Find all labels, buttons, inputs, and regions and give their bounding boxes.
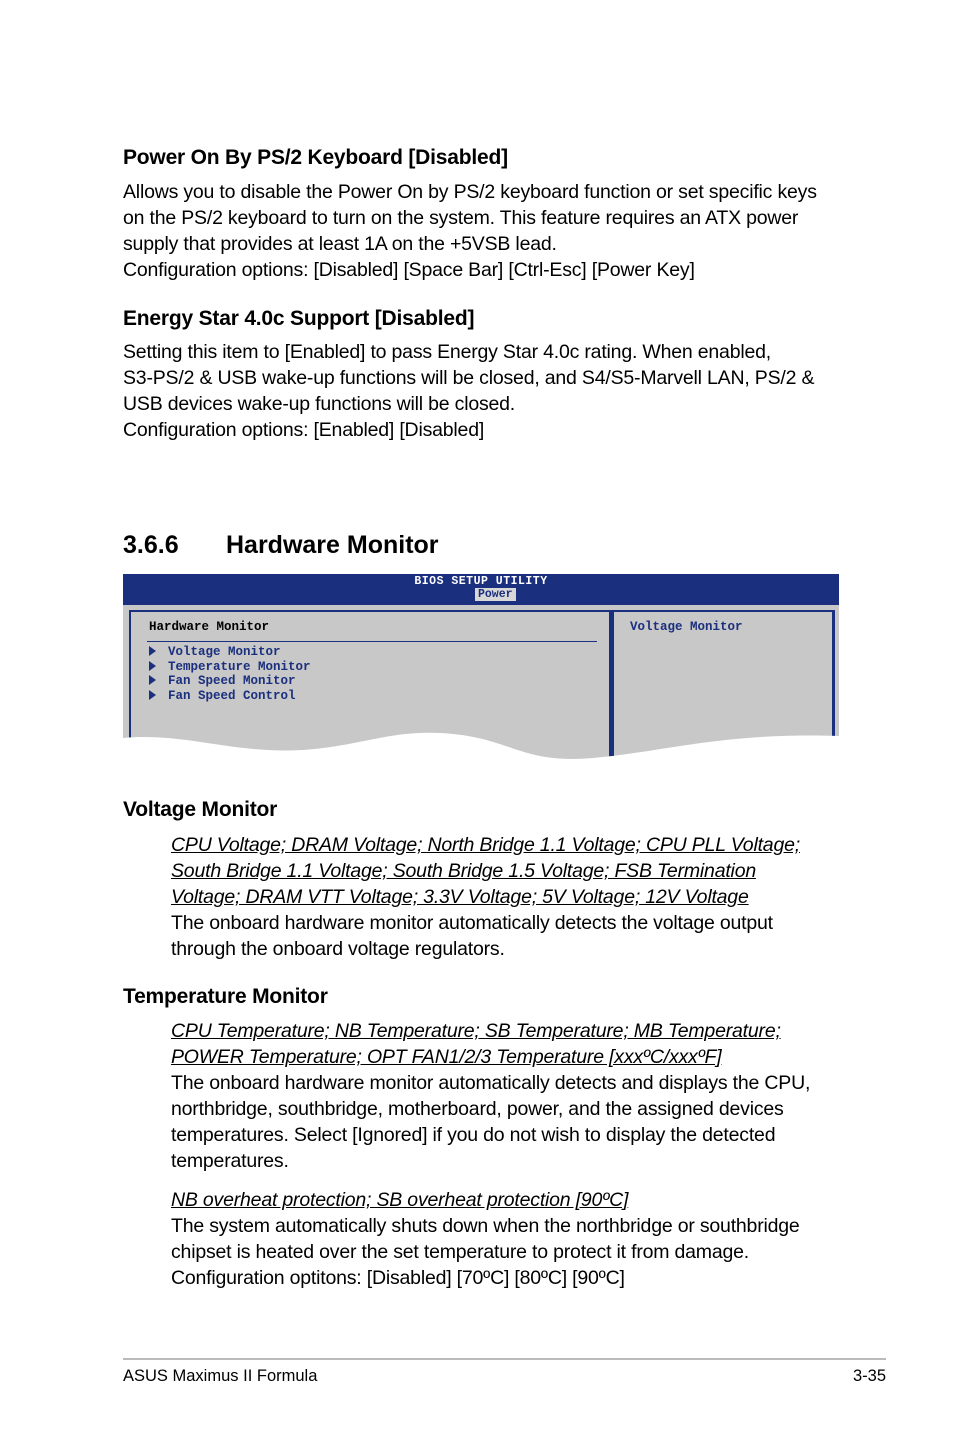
item-list-line: POWER Temperature; OPT FAN1/2/3 Temperature [xxxºC/xxxºF] xyxy=(171,1046,722,1068)
section-body-energy-star xyxy=(123,339,814,443)
menu-item-label: Voltage Monitor xyxy=(168,645,281,659)
submenu-arrow-icon xyxy=(149,675,156,685)
torn-edge xyxy=(123,724,839,766)
bios-screenshot xyxy=(123,574,839,766)
body-line: The onboard hardware monitor automatically detects and displays the CPU, xyxy=(171,1072,811,1094)
section-body-temperature-monitor xyxy=(171,1018,810,1174)
body-line: USB devices wake-up functions will be closed. xyxy=(123,393,516,415)
body-line: temperatures. Select [Ignored] if you do not wish to display the detected xyxy=(171,1124,776,1146)
bios-title-bar xyxy=(123,574,839,605)
item-list-line: NB overheat protection; SB overheat protection [90ºC] xyxy=(171,1189,629,1211)
body-line: Setting this item to [Enabled] to pass Energy Star 4.0c rating. When enabled, xyxy=(123,341,771,363)
submenu-arrow-icon xyxy=(149,690,156,700)
body-line: chipset is heated over the set temperature to protect it from damage. xyxy=(171,1241,750,1263)
divider xyxy=(147,641,597,642)
bios-utility-title: BIOS SETUP UTILITY xyxy=(414,575,548,588)
body-line: Configuration optitons: [Disabled] [70ºC] [80ºC] [90ºC] xyxy=(171,1267,625,1289)
tab-power[interactable]: Power xyxy=(475,588,516,601)
body-line: Allows you to disable the Power On by PS/2 keyboard function or set specific keys xyxy=(123,181,817,203)
menu-item-voltage-monitor[interactable] xyxy=(149,645,281,659)
page-number: 3-35 xyxy=(852,1367,886,1385)
menu-item-label: Fan Speed Monitor xyxy=(168,674,296,688)
body-line: The onboard hardware monitor automatically detects the voltage output xyxy=(171,912,773,934)
menu-item-temperature-monitor[interactable] xyxy=(149,660,311,674)
body-line: The system automatically shuts down when the northbridge or southbridge xyxy=(171,1215,800,1237)
submenu-arrow-icon xyxy=(149,646,156,656)
menu-item-fan-speed-monitor[interactable] xyxy=(149,674,296,688)
body-line: Configuration options: [Disabled] [Space Bar] [Ctrl-Esc] [Power Key] xyxy=(123,259,695,281)
item-list-line: South Bridge 1.1 Voltage; South Bridge 1.5 Voltage; FSB Termination xyxy=(171,860,756,882)
body-line: northbridge, southbridge, motherboard, power, and the assigned devices xyxy=(171,1098,784,1120)
section-body-overheat xyxy=(171,1187,800,1291)
page-title: Hardware Monitor xyxy=(226,531,439,559)
body-line: on the PS/2 keyboard to turn on the system. This feature requires an ATX power xyxy=(123,207,799,229)
section-body-power-ps2 xyxy=(123,179,817,283)
menu-item-fan-speed-control[interactable] xyxy=(149,689,296,703)
body-line: through the onboard voltage regulators. xyxy=(171,938,505,960)
body-line: temperatures. xyxy=(171,1150,289,1172)
section-number: 3.6.6 xyxy=(123,531,179,559)
submenu-arrow-icon xyxy=(149,661,156,671)
bios-panel-header: Hardware Monitor xyxy=(149,620,270,634)
section-title-voltage-monitor: Voltage Monitor xyxy=(123,798,278,821)
footer-title: ASUS Maximus II Formula xyxy=(123,1367,318,1385)
item-list-line: Voltage; DRAM VTT Voltage; 3.3V Voltage; 5V Voltage; 12V Voltage xyxy=(171,886,749,908)
body-line: supply that provides at least 1A on the +5VSB lead. xyxy=(123,233,557,255)
menu-item-label: Temperature Monitor xyxy=(168,660,311,674)
section-title-temperature-monitor: Temperature Monitor xyxy=(123,985,328,1008)
item-list-line: CPU Temperature; NB Temperature; SB Temperature; MB Temperature; xyxy=(171,1020,781,1042)
section-title-power-ps2: Power On By PS/2 Keyboard [Disabled] xyxy=(123,146,508,169)
section-title-energy-star: Energy Star 4.0c Support [Disabled] xyxy=(123,307,475,330)
footer-divider xyxy=(123,1358,886,1360)
body-line: S3-PS/2 & USB wake-up functions will be closed, and S4/S5-Marvell LAN, PS/2 & xyxy=(123,367,815,389)
item-list-line: CPU Voltage; DRAM Voltage; North Bridge 1.1 Voltage; CPU PLL Voltage; xyxy=(171,834,800,856)
bios-help-text: Voltage Monitor xyxy=(630,620,743,634)
section-body-voltage-monitor xyxy=(171,832,800,962)
menu-item-label: Fan Speed Control xyxy=(168,689,296,703)
body-line: Configuration options: [Enabled] [Disabled] xyxy=(123,419,485,441)
